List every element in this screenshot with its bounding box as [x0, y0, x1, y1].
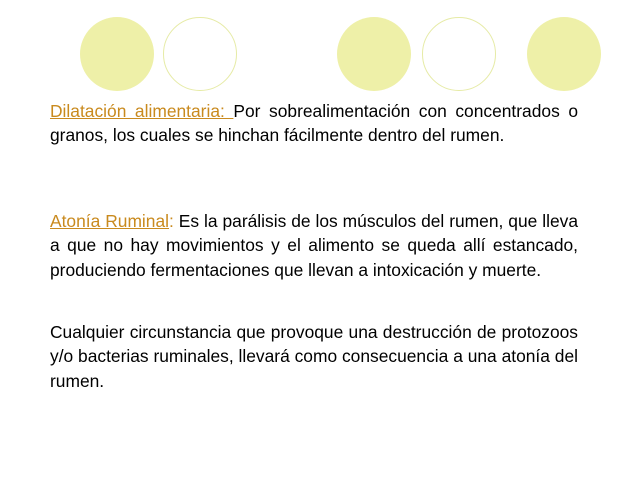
- decorative-circle-1: [80, 17, 154, 91]
- paragraph-circunstancia: [50, 320, 578, 393]
- term-dilatacion-alimentaria: Dilatación alimentaria:: [50, 101, 234, 121]
- paragraph-dilatacion: [50, 99, 578, 148]
- decorative-circle-3: [337, 17, 411, 91]
- decorative-circle-2: [163, 17, 237, 91]
- term-atonia-ruminal: Atonía Ruminal: [50, 211, 170, 231]
- paragraph-dilatacion-text: Por sobrealimentación con concentrados o granos, los cuales se hinchan fácilmente dentro del rumen.: [50, 101, 579, 146]
- paragraph-circunstancia-text: Cualquier circunstancia que provoque una destrucción de protozoos y/o bacterias ruminales, llevará como consecuencia a una atonía del rumen.: [50, 322, 578, 391]
- paragraph-atonia-text: Es la parálisis de los músculos del rumen, que lleva a que no hay movimientos y el alimento se queda allí estancado, produciendo fermentaciones que llevan a intoxicación y muerte.: [50, 211, 579, 280]
- term-colon: :: [169, 211, 174, 231]
- paragraph-atonia: [50, 209, 578, 282]
- decorative-circle-4: [422, 17, 496, 91]
- decorative-circle-5: [527, 17, 601, 91]
